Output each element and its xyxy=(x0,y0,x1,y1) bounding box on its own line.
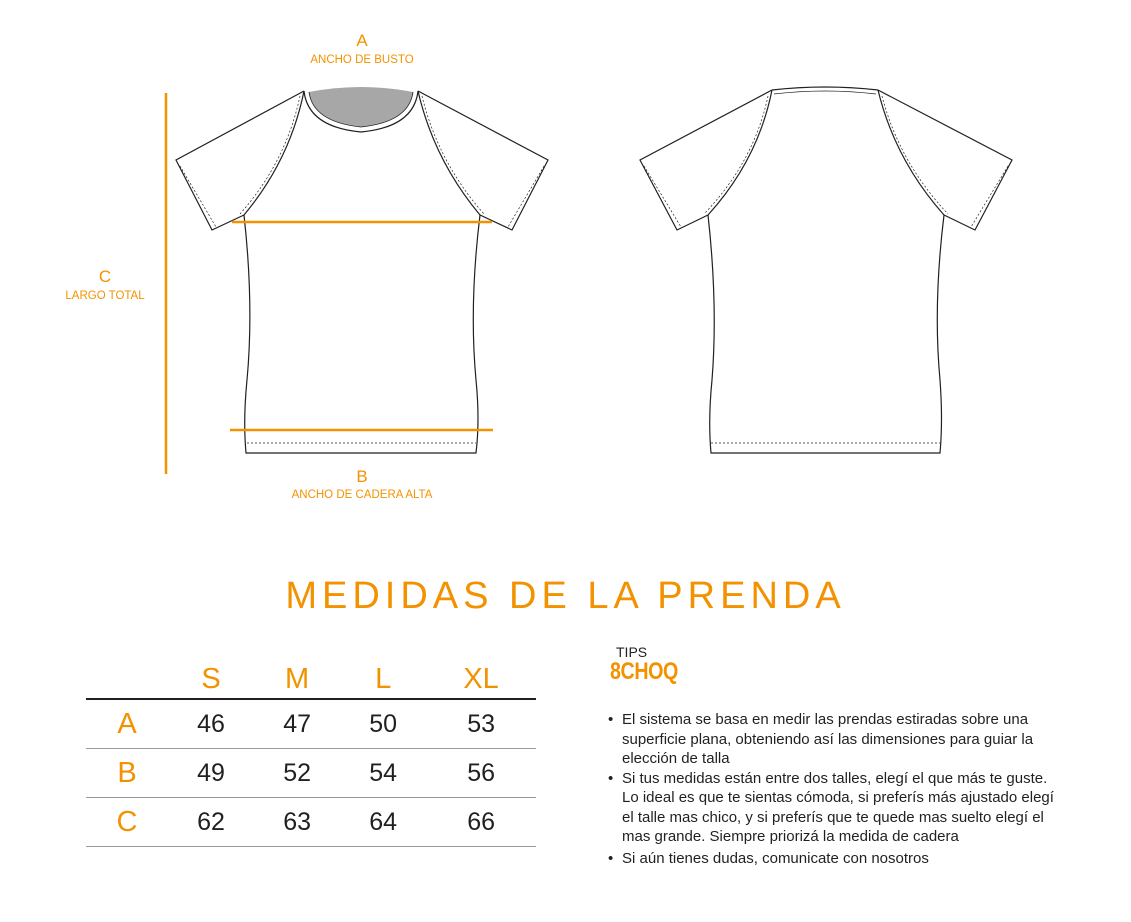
cell-a-xl: 53 xyxy=(426,699,536,749)
cell-b-m: 52 xyxy=(254,749,340,798)
tips-list xyxy=(608,710,1058,868)
list-item: • Si aún tienes dudas, comunicate con nosotros xyxy=(608,849,1058,869)
table-row xyxy=(86,749,536,798)
size-header-m: M xyxy=(285,663,310,695)
cell-a-l: 50 xyxy=(340,699,426,749)
cell-c-s: 62 xyxy=(168,798,254,847)
row-label-a: A xyxy=(86,699,168,749)
dimension-b-label: ANCHO DE CADERA ALTA xyxy=(291,489,433,501)
corner-cell xyxy=(86,654,168,699)
brand-logo: 8CHOQ xyxy=(610,658,678,685)
cell-c-xl: 66 xyxy=(426,798,536,847)
chart-title: MEDIDAS DE LA PRENDA xyxy=(285,575,846,617)
size-header-xl: XL xyxy=(463,663,499,695)
size-header-row xyxy=(86,654,536,699)
cell-c-l: 64 xyxy=(340,798,426,847)
tshirt-back-icon xyxy=(640,87,1012,453)
table-row xyxy=(86,699,536,749)
list-item: • Si tus medidas están entre dos talles, elegí el que más te guste. Lo ideal es que te sientas cómoda, si preferís más ajustado elegí el talle mas chico, y si preferís que te quede mas suelto elegí el mas grande. Siempre priorizá la medida de cadera xyxy=(608,769,1058,847)
table-row xyxy=(86,798,536,847)
dimension-a-letter: A xyxy=(356,31,368,50)
size-table xyxy=(86,654,536,847)
dimension-c-label: LARGO TOTAL xyxy=(65,290,145,302)
dimension-c-letter: C xyxy=(98,267,112,286)
cell-b-s: 49 xyxy=(168,749,254,798)
size-header-s: S xyxy=(201,663,221,695)
cell-b-xl: 56 xyxy=(426,749,536,798)
list-item: • El sistema se basa en medir las prendas estiradas sobre una superficie plana, obteniendo así las dimensiones para guiar la elección de talla xyxy=(608,710,1058,769)
cell-a-m: 47 xyxy=(254,699,340,749)
dimension-a-label: ANCHO DE BUSTO xyxy=(310,54,414,66)
tips-label: TIPS xyxy=(616,644,648,660)
row-label-c: C xyxy=(86,798,168,847)
size-header-l: L xyxy=(375,663,392,695)
cell-b-l: 54 xyxy=(340,749,426,798)
dimension-b-letter: B xyxy=(356,467,368,486)
cell-a-s: 46 xyxy=(168,699,254,749)
row-label-b: B xyxy=(86,749,168,798)
tshirt-front-icon xyxy=(176,87,548,453)
cell-c-m: 63 xyxy=(254,798,340,847)
